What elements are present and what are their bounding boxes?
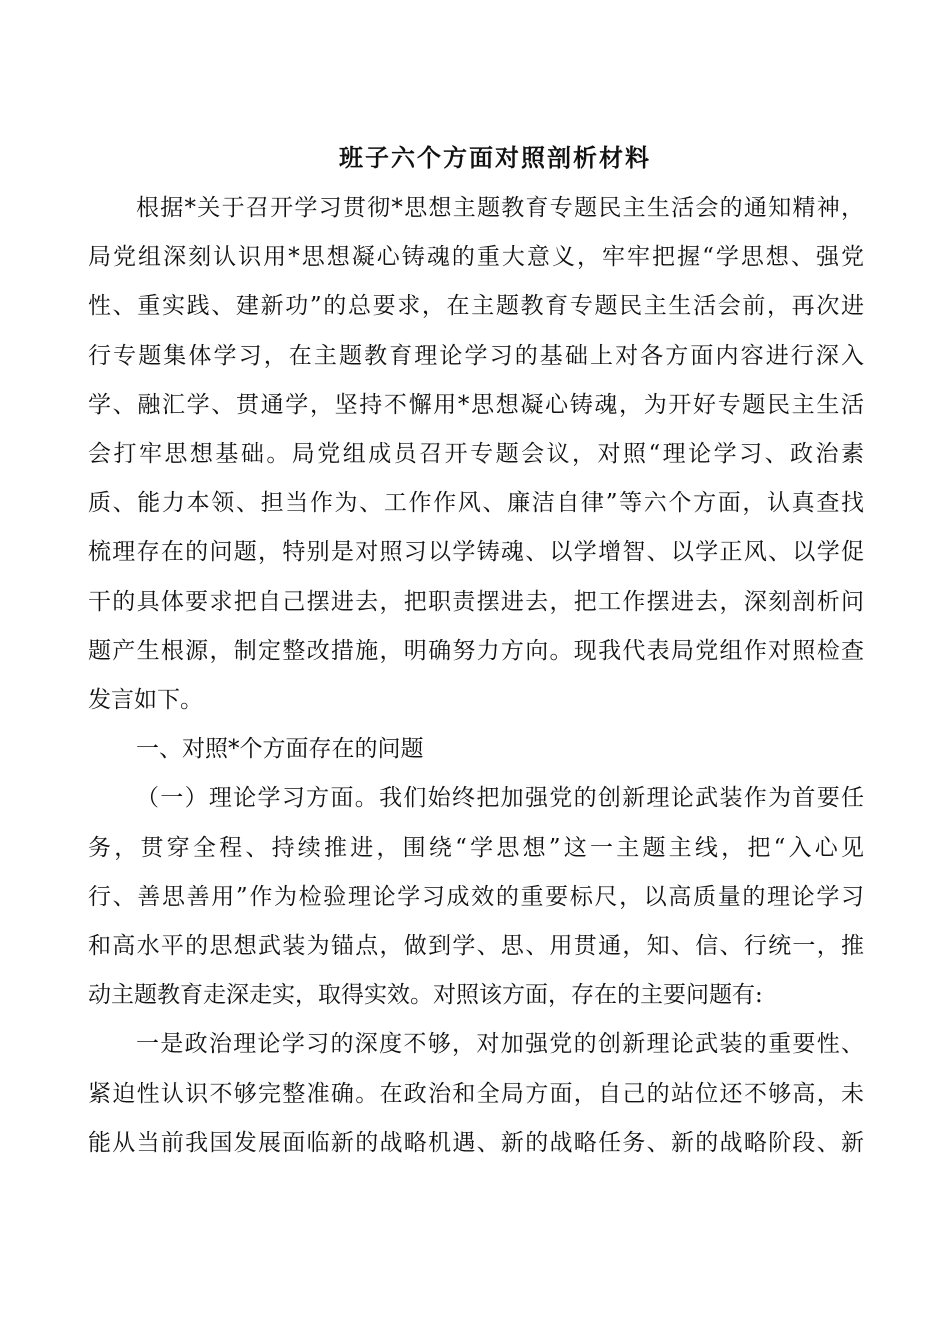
text-line: 题产生根源，制定整改措施，明确努力方向。现我代表局党组作对照检查 xyxy=(88,638,864,664)
text-line: 会打牢思想基础。局党组成员召开专题会议，对照“理论学习、政治素 xyxy=(88,441,864,467)
text-line: 务，贯穿全程、持续推进，围绕“学思想”这一主题主线，把“入心见 xyxy=(88,835,864,861)
text-line: 紧迫性认识不够完整准确。在政治和全局方面，自己的站位还不够高，未 xyxy=(88,1081,864,1107)
text-line: 能从当前我国发展面临新的战略机遇、新的战略任务、新的战略阶段、新 xyxy=(88,1130,864,1156)
text-line: 行、善思善用”作为检验理论学习成效的重要标尺，以高质量的理论学习 xyxy=(88,884,864,910)
document-title: 班子六个方面对照剖析材料 xyxy=(339,143,651,172)
text-line: 一是政治理论学习的深度不够，对加强党的创新理论武装的重要性、 xyxy=(136,1031,864,1057)
text-line: 行专题集体学习，在主题教育理论学习的基础上对各方面内容进行深入 xyxy=(88,343,864,369)
text-line: 和高水平的思想武装为锚点，做到学、思、用贯通，知、信、行统一，推 xyxy=(88,933,864,959)
text-line: 局党组深刻认识用*思想凝心铸魂的重大意义，牢牢把握“学思想、强党 xyxy=(88,244,864,270)
section-heading: 一、对照*个方面存在的问题 xyxy=(136,736,424,762)
text-line: 梳理存在的问题，特别是对照习以学铸魂、以学增智、以学正风、以学促 xyxy=(88,539,864,565)
text-line: （一）理论学习方面。我们始终把加强党的创新理论武装作为首要任 xyxy=(136,785,864,811)
text-line: 根据*关于召开学习贯彻*思想主题教育专题民主生活会的通知精神， xyxy=(136,195,864,221)
text-line: 性、重实践、建新功”的总要求，在主题教育专题民主生活会前，再次进 xyxy=(88,293,864,319)
text-line: 干的具体要求把自己摆进去，把职责摆进去，把工作摆进去，深刻剖析问 xyxy=(88,589,864,615)
text-line: 质、能力本领、担当作为、工作作风、廉洁自律”等六个方面，认真查找 xyxy=(88,490,864,516)
text-line: 动主题教育走深走实，取得实效。对照该方面，存在的主要问题有: xyxy=(88,982,763,1008)
text-line: 发言如下。 xyxy=(88,687,203,713)
text-line: 学、融汇学、贯通学，坚持不懈用*思想凝心铸魂，为开好专题民主生活 xyxy=(88,392,864,418)
